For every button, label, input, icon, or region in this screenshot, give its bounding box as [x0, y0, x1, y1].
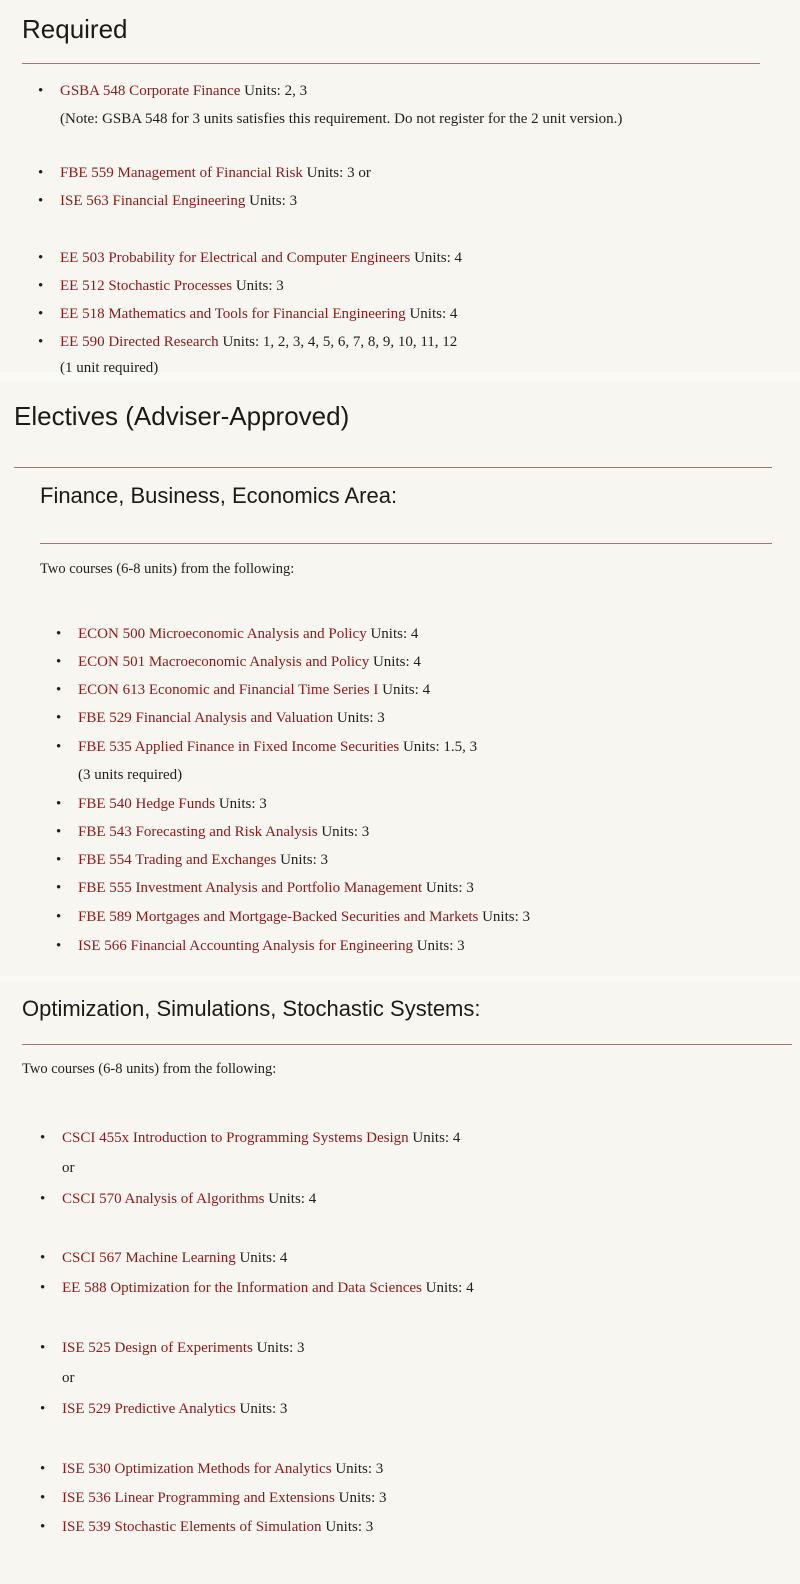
course-link[interactable]: FBE 529 Financial Analysis and Valuation [78, 710, 334, 726]
course-ise-566 [78, 936, 465, 956]
course-link[interactable]: EE 503 Probability for Electrical and Computer Engineers [60, 250, 411, 266]
course-units: Units: 3 [478, 909, 531, 925]
course-ise-529 [62, 1399, 287, 1419]
finance-heading: Finance, Business, Economics Area: [40, 483, 398, 508]
course-units: Units: 4 [421, 1280, 474, 1296]
course-units: Units: 3 [317, 824, 370, 840]
divider [22, 1044, 792, 1045]
course-units: Units: 3 [321, 1519, 374, 1535]
course-ise-530 [62, 1459, 383, 1479]
course-units: Units: 3 [245, 193, 298, 209]
course-units: Units: 4 [366, 626, 419, 642]
course-link[interactable]: ISE 539 Stochastic Elements of Simulation [62, 1519, 322, 1535]
course-units: Units: 1.5, 3 [399, 739, 478, 755]
course-csci-570 [62, 1189, 316, 1209]
course-link[interactable]: ISE 566 Financial Accounting Analysis for Engineering [78, 938, 413, 954]
course-note: (3 units required) [78, 767, 183, 783]
course-econ-501 [78, 652, 421, 672]
course-units: Units: 1, 2, 3, 4, 5, 6, 7, 8, 9, 10, 11, 12 [218, 334, 458, 350]
course-ee-588 [62, 1278, 474, 1298]
course-link[interactable]: FBE 535 Applied Finance in Fixed Income Securities [78, 739, 400, 755]
course-units: Units: 3 [215, 796, 267, 812]
course-link[interactable]: CSCI 567 Machine Learning [62, 1250, 236, 1266]
course-link[interactable]: FBE 589 Mortgages and Mortgage-Backed Securities and Markets [78, 909, 479, 925]
or-text: or [62, 1160, 75, 1176]
course-units: Units: 4 [405, 306, 458, 322]
course-ise-563 [60, 191, 297, 211]
course-units: Units: 3 [334, 1490, 387, 1506]
electives-heading: Electives (Adviser-Approved) [14, 401, 350, 431]
course-link[interactable]: FBE 555 Investment Analysis and Portfolio Management [78, 880, 423, 896]
course-link[interactable]: FBE 540 Hedge Funds [78, 796, 216, 812]
course-units: Units: 4 [408, 1130, 461, 1146]
course-units: Units: 4 [369, 654, 421, 670]
course-csci-455x [62, 1128, 460, 1148]
electives-section [0, 381, 800, 976]
course-link[interactable]: EE 518 Mathematics and Tools for Financial Engineering [60, 306, 406, 322]
course-fbe-540 [78, 794, 267, 814]
optimization-intro: Two courses (6-8 units) from the following: [22, 1061, 277, 1077]
divider [40, 543, 772, 544]
course-ee-512 [60, 276, 284, 296]
course-fbe-559 [60, 163, 371, 183]
course-link[interactable]: ISE 536 Linear Programming and Extensions [62, 1490, 335, 1506]
divider [22, 63, 760, 64]
optimization-section [0, 981, 800, 1584]
course-link[interactable]: CSCI 570 Analysis of Algorithms [62, 1191, 265, 1207]
or-text: or [62, 1370, 75, 1386]
course-units: Units: 3 [333, 710, 385, 726]
course-units: Units: 3 [331, 1461, 384, 1477]
course-units: Units: 3 [276, 852, 329, 868]
course-units: Units: 3 or [302, 165, 371, 181]
course-units: Units: 3 [412, 938, 465, 954]
course-units: Units: 3 [232, 278, 284, 294]
course-ise-536 [62, 1488, 387, 1508]
required-heading: Required [22, 14, 128, 44]
course-link[interactable]: CSCI 455x Introduction to Programming Systems Design [62, 1130, 409, 1146]
course-link[interactable]: EE 588 Optimization for the Information and Data Sciences [62, 1280, 422, 1296]
course-units: Units: 4 [410, 250, 463, 266]
course-link[interactable]: EE 590 Directed Research [60, 334, 219, 350]
course-link[interactable]: FBE 554 Trading and Exchanges [78, 852, 277, 868]
course-units: Units: 2, 3 [240, 83, 308, 99]
course-units: Units: 4 [235, 1250, 288, 1266]
course-link[interactable]: ECON 500 Microeconomic Analysis and Policy [78, 626, 367, 642]
finance-intro: Two courses (6-8 units) from the following: [40, 561, 295, 577]
course-ee-518 [60, 304, 457, 324]
course-link[interactable]: ISE 530 Optimization Methods for Analytics [62, 1461, 332, 1477]
course-ise-525 [62, 1338, 305, 1358]
course-link[interactable]: ISE 563 Financial Engineering [60, 193, 246, 209]
course-link[interactable]: ISE 529 Predictive Analytics [62, 1401, 236, 1417]
course-fbe-543 [78, 822, 369, 842]
course-econ-500 [78, 624, 418, 644]
course-link[interactable]: ISE 525 Design of Experiments [62, 1340, 253, 1356]
course-link[interactable]: ECON 501 Macroeconomic Analysis and Policy [78, 654, 370, 670]
course-units: Units: 4 [264, 1191, 317, 1207]
course-csci-567 [62, 1248, 287, 1268]
divider [14, 467, 772, 468]
course-link[interactable]: EE 512 Stochastic Processes [60, 278, 233, 294]
course-units: Units: 4 [378, 682, 431, 698]
course-note: (Note: GSBA 548 for 3 units satisfies this requirement. Do not register for the 2 unit version.) [60, 111, 623, 127]
course-ee-503 [60, 248, 462, 268]
course-units: Units: 3 [422, 880, 474, 896]
course-units: Units: 3 [235, 1401, 288, 1417]
course-link[interactable]: ECON 613 Economic and Financial Time Series I [78, 682, 379, 698]
course-fbe-529 [78, 708, 385, 728]
course-fbe-589 [78, 907, 530, 927]
course-gsba-548 [60, 81, 307, 101]
course-units: Units: 3 [252, 1340, 305, 1356]
required-section [0, 0, 800, 376]
course-econ-613 [78, 680, 430, 700]
course-fbe-555 [78, 878, 474, 898]
course-link[interactable]: GSBA 548 Corporate Finance [60, 83, 241, 99]
course-fbe-554 [78, 850, 328, 870]
course-ee-590 [60, 332, 457, 352]
course-fbe-535 [78, 737, 477, 757]
optimization-heading: Optimization, Simulations, Stochastic Systems: [22, 996, 481, 1021]
course-link[interactable]: FBE 543 Forecasting and Risk Analysis [78, 824, 318, 840]
course-note: (1 unit required) [60, 360, 159, 376]
course-link[interactable]: FBE 559 Management of Financial Risk [60, 165, 303, 181]
course-ise-539 [62, 1517, 373, 1537]
